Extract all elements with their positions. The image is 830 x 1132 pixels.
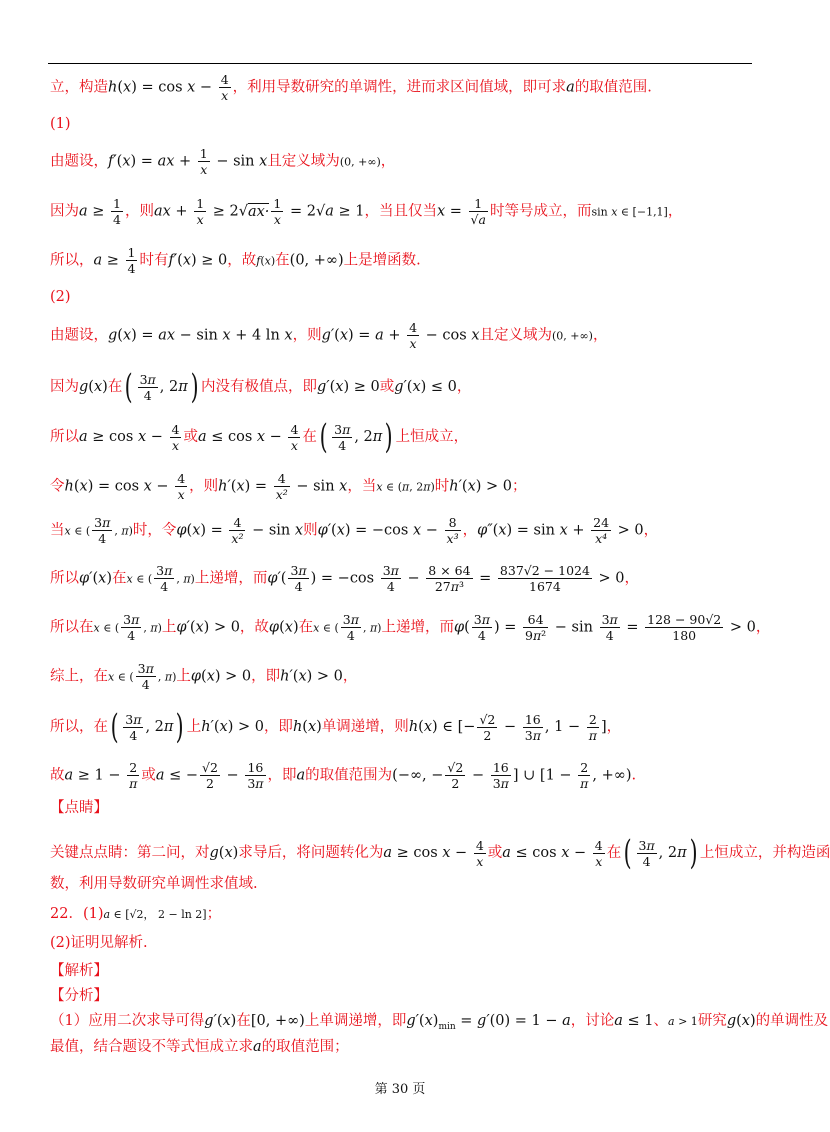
text-line: 当x ∈ ( $\frac{3\pi}{4}$ , π)时，令φ(x) = $\frac{4}{\text{x²}}$ − sin x则φ′(x) = −cos x − $\frac{8}{\text{x³}}$ ，φ″(x) = sin x + $\frac{24}{\text{x⁴}}$ > 0， (50, 515, 659, 546)
text-line: 因为g(x)在( $\frac{3\pi}{4}$ , 2π) 内没有极值点，即g′(x) ≥ 0或g′(x) ≤ 0， (50, 367, 472, 407)
text-line: 数，利用导数研究单调性求值域. (50, 876, 258, 892)
section-heading-fenxi: 【分析】 (50, 988, 108, 1004)
page-number: 第 30 页 (374, 1082, 426, 1097)
text-line: 22．(1)a ∈ [√2， 2 − ln 2]； (50, 906, 222, 922)
section-heading-jiexi: 【解析】 (50, 963, 108, 979)
text-line: 令h(x) = cos x − $\frac{4}{x}$ ，则h′(x) = $\frac{4}{\text{x²}}$ − sin x，当x ∈ (π, 2π)时h′(x) > 0； (50, 471, 527, 502)
text-line: 由题设，g(x) = ax − sin x + 4 ln x，则g′(x) = a + $\frac{4}{x}$ − cos x且定义域为(0, +∞)， (50, 320, 608, 351)
text-line: (2)证明见解析. (50, 935, 148, 951)
text-line: 综上，在x ∈ ( $\frac{3\pi}{4}$ , π)上φ(x) > 0，即h′(x) > 0， (50, 661, 358, 692)
header-rule (48, 63, 752, 64)
text-line: （1）应用二次求导可得g′(x)在[0, +∞)上单调递增，即$g'(x)_{min} = g'(0) = 1 - a$，讨论a ≤ 1、a > 1研究g(x)的单调性及 (50, 1013, 829, 1032)
text-line: 最值，结合题设不等式恒成立求a的取值范围； (50, 1039, 349, 1055)
text-line: 所以，a ≥ $\frac{1}{4}$ 时有f′(x) ≥ 0，故f(x)在(0, +∞)上是增函数. (50, 245, 421, 276)
text-line: 立，构造h(x) = cos x − $\frac{4}{x}$ ，利用导数研究的单调性，进而求区间值域，即可求a的取值范围. (50, 72, 652, 103)
text-line: 所以φ′(x)在x ∈ ( $\frac{3\pi}{4}$ , π)上递增，而φ′( $\frac{3\pi}{4}$ ) = −cos $\frac{3\pi}{4}$ − $\frac{8 \times 64}{\text{27π³}}$ = $\frac{837√2 - 1024}{1674}$ > 0， (50, 563, 640, 594)
text-line: 所以在x ∈ ( $\frac{3\pi}{4}$ , π)上φ′(x) > 0，故φ(x)在x ∈ ( $\frac{3\pi}{4}$ , π)上递增，而φ( $\frac{3\pi}{4}$ ) = $\frac{64}{\text{9π²}}$ − sin $\frac{3\pi}{4}$ = $\frac{128 - 90√2}{180}$ > 0， (50, 612, 771, 643)
text-line: 因为a ≥ $\frac{1}{4}$ ，则ax + $\frac{1}{x}$ ≥ 2√ax· $\frac{1}{x}$ = 2√a ≥ 1，当且仅当x = $\frac{1}{√a}$ 时等号成立，而sin x ∈ [−1,1]， (50, 196, 683, 227)
text-line: 关键点点睛：第二问，对g(x)求导后，将问题转化为a ≥ cos x − $\frac{4}{x}$ 或a ≤ cos x − $\frac{4}{x}$ 在( $\frac{3\pi}{4}$ , 2π) 上恒成立，并构造函 (50, 833, 830, 873)
text-line: 所以，在( $\frac{3\pi}{4}$ , 2π) 上h′(x) > 0，即h(x)单调递增，则h(x) ∈ [− $\frac{√2}{2}$ − $\frac{16}{3\pi}$ , 1 − $\frac{2}{\pi}$ ]， (50, 707, 622, 747)
text-line: 由题设，f′(x) = ax + $\frac{1}{x}$ − sin x且定义域为(0, +∞)， (50, 146, 396, 177)
text-line: 故a ≥ 1 − $\frac{2}{\pi}$ 或a ≤ − $\frac{√2}{2}$ − $\frac{16}{3\pi}$ ，即a的取值范围为(−∞, − $\frac{√2}{2}$ − $\frac{16}{3\pi}$ ] ∪ [1 − $\frac{2}{\pi}$ , +∞). (50, 760, 637, 791)
text-line: 所以a ≥ cos x − $\frac{4}{x}$ 或a ≤ cos x − $\frac{4}{x}$ 在( $\frac{3\pi}{4}$ , 2π) 上恒成立， (50, 417, 469, 457)
part-label: (1) (50, 116, 71, 132)
part-label: (2) (50, 289, 71, 305)
section-heading-dianjing: 【点睛】 (50, 800, 108, 816)
